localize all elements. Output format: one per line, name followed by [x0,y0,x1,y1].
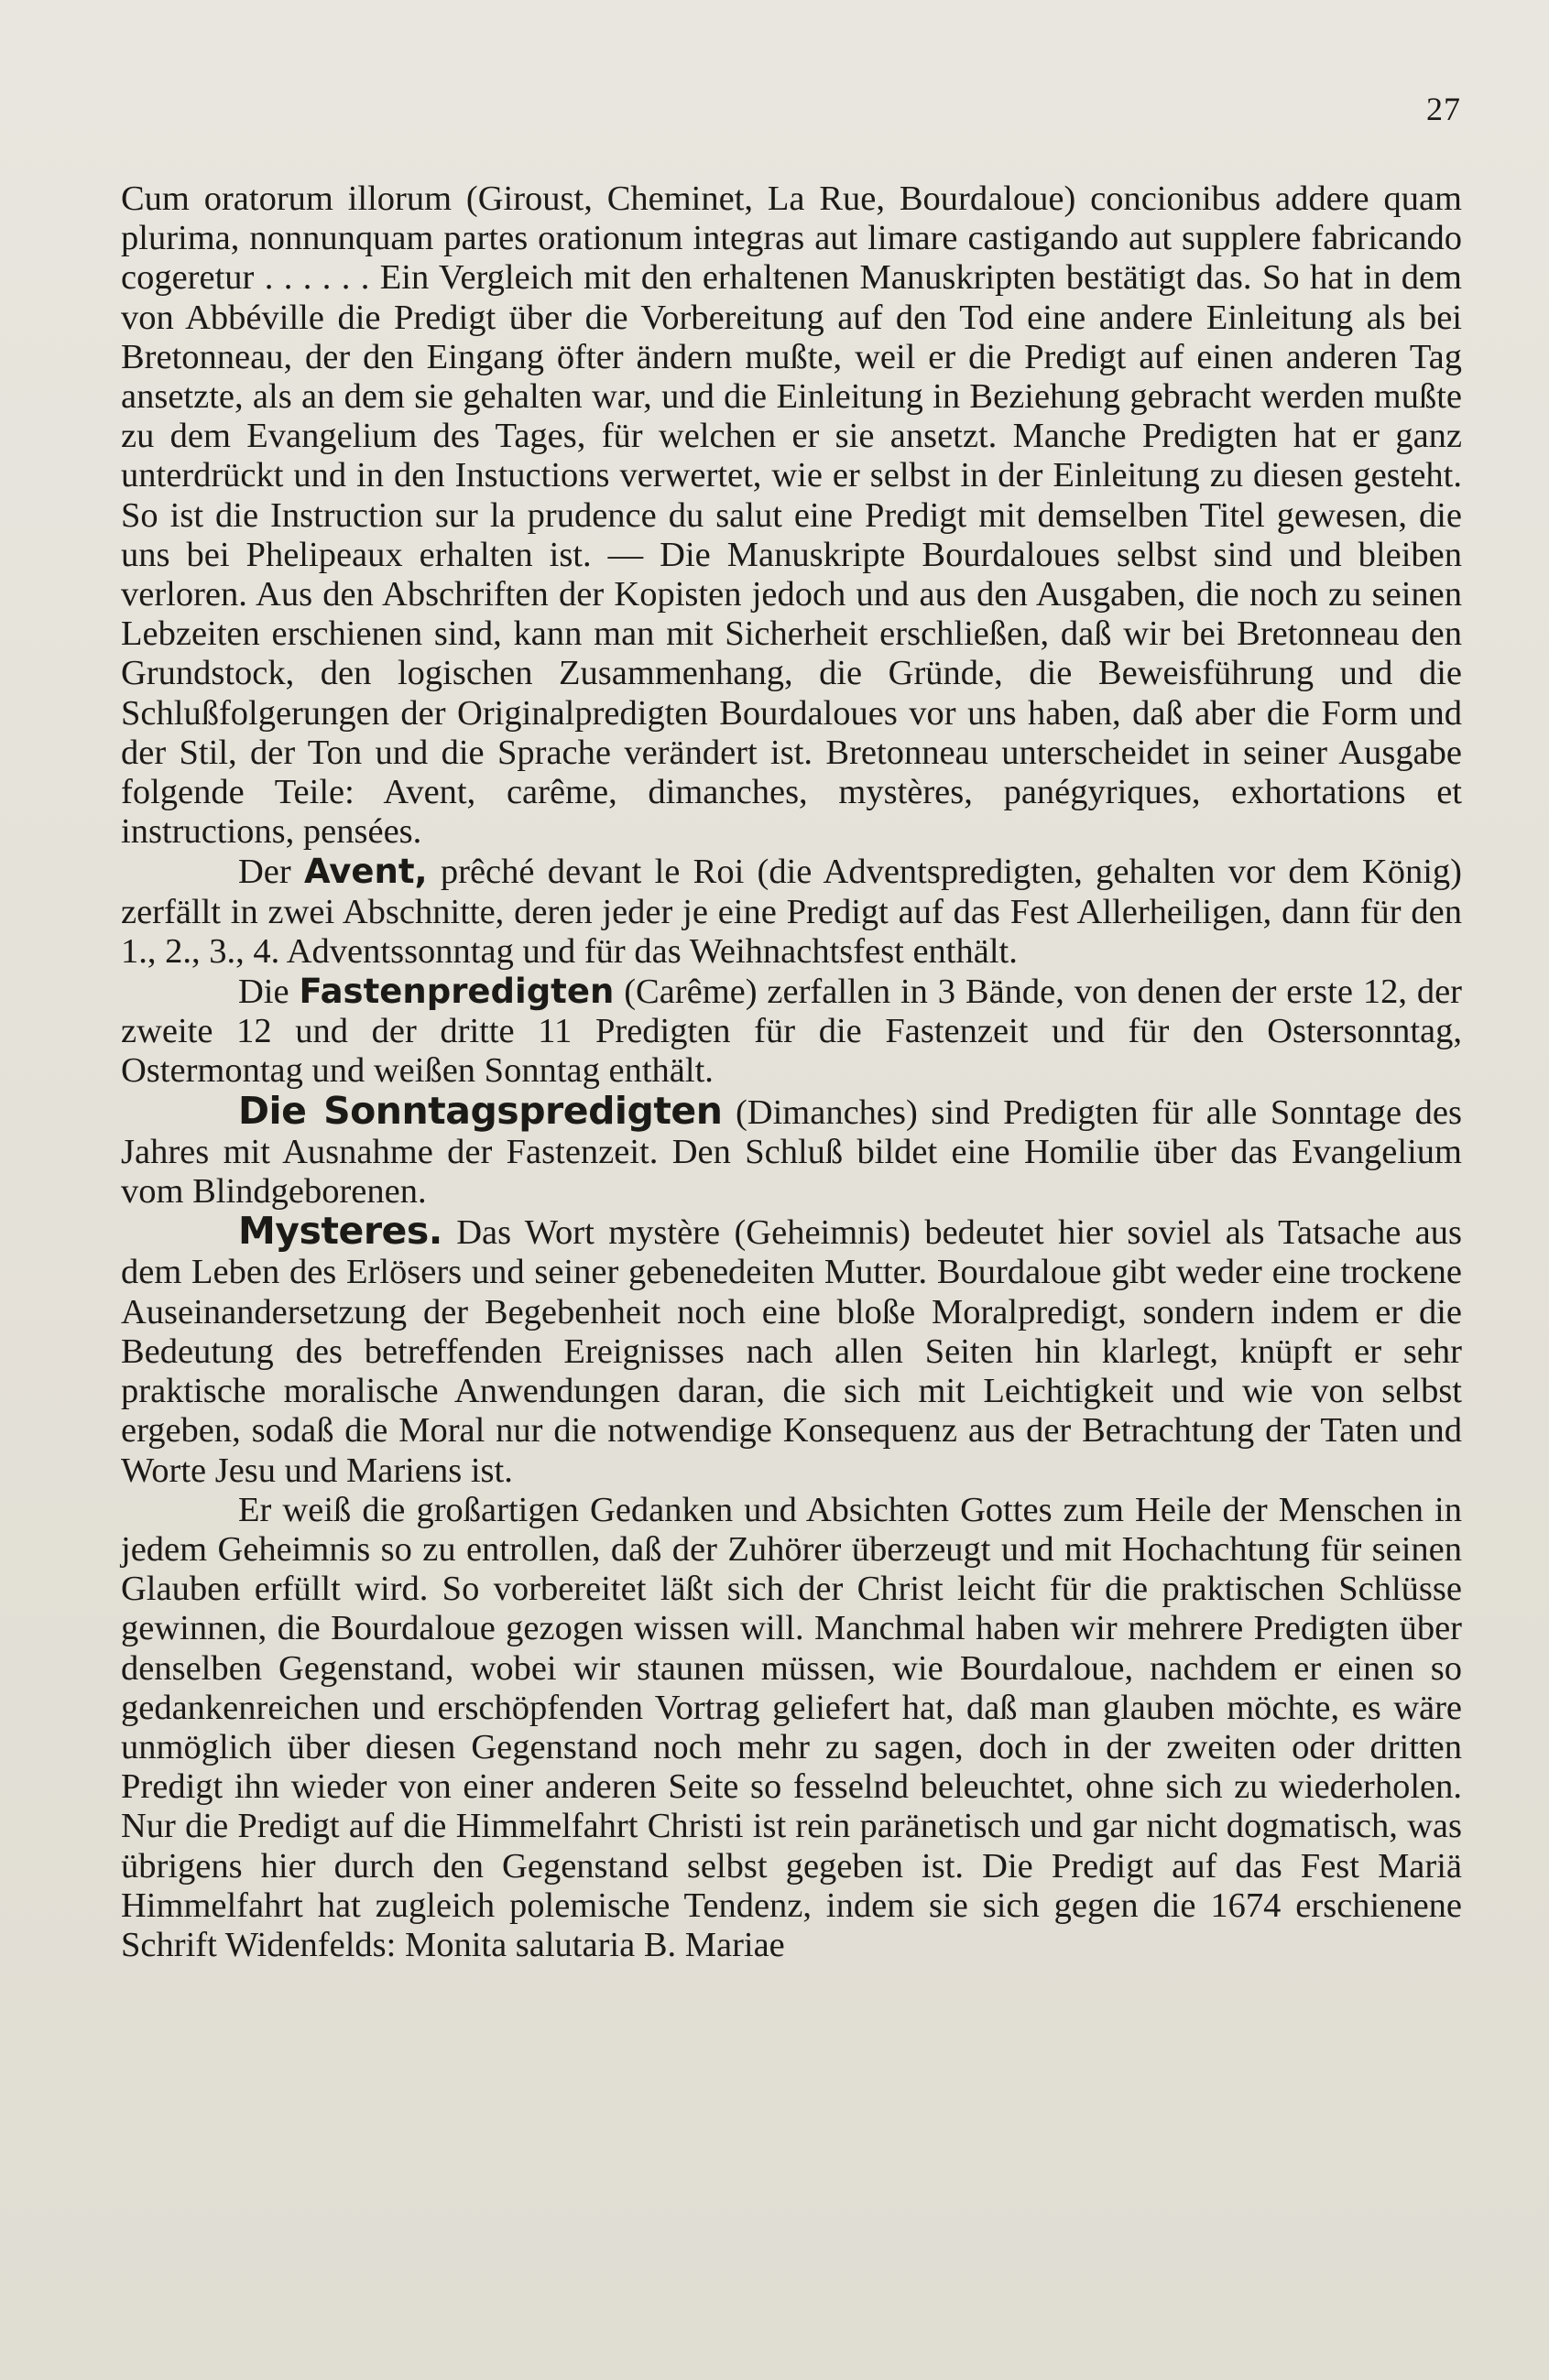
keyword-fastenpredigten: Fastenpredigten [299,972,615,1012]
paragraph-sonntagspredigten [121,1088,1462,1212]
keyword-avent: Avent, [303,852,428,892]
paragraph-er-weiss [121,1491,1462,1965]
paragraph-text: prêché devant le Roi (die Adventspredigten, gehalten vor dem König) zerfällt in zwei Abschnitte, deren jeder je eine Predigt auf das Fest Allerheiligen, dann für den 1., 2., 3., 4. Adventssonntag und für das Weihnachtsfest enthält. [121,853,1462,971]
paragraph-text: Er weiß die großartigen Gedanken und Absichten Gottes zum Heile der Menschen in jedem Geheimnis so zu entrollen, daß der Zuhörer überzeugt und mit Hochachtung für seinen Glauben erfüllt wird. So vorbereitet läßt sich der Christ leicht für die praktischen Schlüsse gewinnen, die Bourdaloue gezogen wissen will. Manchmal haben wir mehrere Predigten über denselben Gegenstand, wobei wir staunen müssen, wie Bourdaloue, nachdem er einen so gedankenreichen und erschöpfenden Vortrag geliefert hat, daß man glauben möchte, es wäre unmöglich über diesen Gegenstand noch mehr zu sagen, doch in der zweiten oder dritten Predigt ihn wieder von einer anderen Seite so fesselnd beleuchtet, ohne sich zu wiederholen. Nur die Predigt auf die Himmelfahrt Christi ist rein paränetisch und gar nicht dogmatisch, was übrigens hier durch den Gegenstand selbst gegeben ist. Die Predigt auf das Fest Mariä Himmelfahrt hat zugleich polemische Tendenz, indem sie sich gegen die 1674 erschienene Schrift Widenfelds: Monita salutaria B. Mariae [121,1490,1462,1964]
keyword-mysteres: Mysteres. [238,1209,442,1254]
keyword-sonntagspredigten: Die Sonntagspredigten [238,1088,723,1133]
paragraph-fastenpredigten [121,972,1462,1092]
paragraph-1 [121,179,1462,852]
paragraph-lead-pre: Der [238,853,304,892]
paragraph-text: (Carême) zerfallen in 3 Bände, von denen der erste 12, der zweite 12 und der dritte 11 Predigten für die Fastenzeit und für den Ostersonntag, Ostermontag und weißen Sonntag enthält. [121,973,1462,1091]
paragraph-text: Cum oratorum illorum (Giroust, Cheminet, La Rue, Bourdaloue) concionibus addere quam plurima, nonnunquam partes orationum integras aut limare castigando aut supplere fabricando cogeretur . . . . . . Ein Vergleich mit den erhaltenen Manuskripten bestätigt das. So hat in dem von Abbéville die Predigt über die Vorbereitung auf den Tod eine andere Einleitung als bei Bretonneau, der den Eingang öfter ändern mußte, weil er die Predigt auf einen anderen Tag ansetzte, als an dem sie gehalten war, und die Einleitung in Beziehung gebracht werden mußte zu dem Evangelium des Tages, für welchen er sie ansetzt. Manche Predigten hat er ganz unterdrückt und in den Instuctions verwertet, wie er selbst in der Einleitung zu diesen gesteht. So ist die Instruction sur la prudence du salut eine Predigt mit demselben Titel gewesen, die uns bei Phelipeaux erhalten ist. — Die Manuskripte Bourdaloues selbst sind und bleiben verloren. Aus den Abschriften der Kopisten jedoch und aus den Ausgaben, die noch zu seinen Lebzeiten erschienen sind, kann man mit Sicherheit erschließen, daß wir bei Bretonneau den Grundstock, den logischen Zusammenhang, die Gründe, die Beweisführung und die Schlußfolgerungen der Originalpredigten Bourdaloues vor uns haben, daß aber die Form und der Stil, der Ton und die Sprache verändert ist. Bretonneau unterscheidet in seiner Ausgabe folgende Teile: Avent, carême, dimanches, mystères, panégyriques, exhortations et instructions, pensées. [121,179,1462,852]
paragraph-text: Das Wort mystère (Geheimnis) bedeutet hier soviel als Tatsache aus dem Leben des Erlösers und seiner gebenedeiten Mutter. Bourdaloue gibt weder eine trockene Auseinandersetzung der Begebenheit noch eine bloße Moralpredigt, sondern indem er die Bedeutung des betreffenden Ereignisses nach allen Seiten hin klarlegt, knüpft er sehr praktische moralische Anwendungen daran, die sich mit Leichtigkeit und wie von selbst ergeben, sodaß die Moral nur die notwendige Konsequenz aus der Betrachtung der Taten und Worte Jesu und Mariens ist. [121,1213,1462,1490]
paragraph-text: (Dimanches) sind Predigten für alle Sonntage des Jahres mit Ausnahme der Fastenzeit. Den Schluß bildet eine Homilie über das Evangelium vom Blindgeborenen. [121,1092,1462,1212]
page-number: 27 [1426,91,1461,127]
body-text [121,179,1462,1965]
paragraph-lead-pre: Die [238,973,300,1012]
paragraph-avent [121,852,1462,972]
paragraph-mysteres [121,1209,1462,1490]
